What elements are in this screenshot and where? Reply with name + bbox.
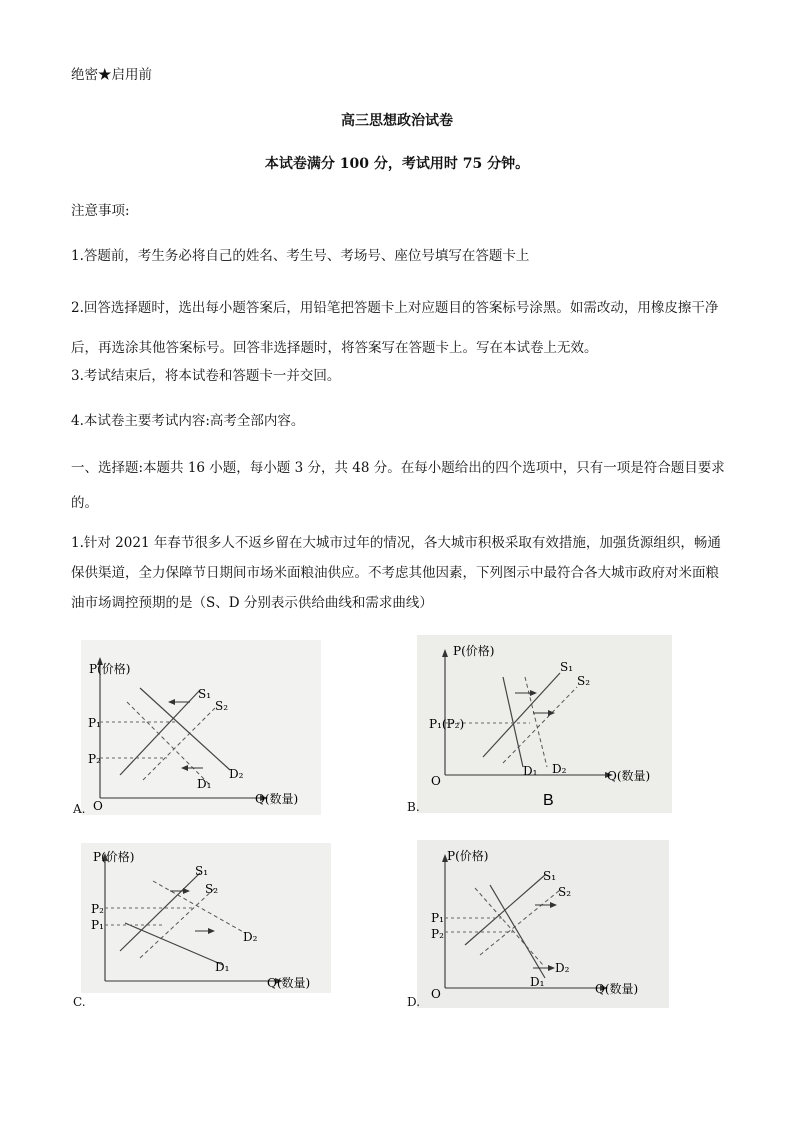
p-label: P₁ bbox=[431, 911, 444, 925]
notice-item-4: 4.本试卷主要考试内容:高考全部内容。 bbox=[71, 413, 305, 429]
curve-label: D₂ bbox=[243, 930, 258, 944]
notice-item-2: 2.回答选择题时，选出每小题答案后，用铅笔把答题卡上对应题目的答案标号涂黑。如需改动，用橡皮擦干净后，再选涂其他答案标号。回答非选择题时，将答案写在答题卡上。写在本试卷上无效。 bbox=[71, 300, 719, 356]
figure-caption: B bbox=[543, 792, 554, 809]
option-c[interactable]: C. bbox=[73, 995, 86, 1009]
origin-label: O bbox=[431, 774, 441, 788]
curve-label: S₂ bbox=[577, 674, 591, 688]
y-axis-label: P(价格) bbox=[93, 850, 135, 864]
p-label: P₁ bbox=[91, 918, 104, 932]
p-label: P₁ bbox=[88, 716, 101, 730]
curve-label: D₁ bbox=[523, 764, 538, 778]
option-a[interactable]: A. bbox=[73, 802, 86, 816]
curve-label: D₁ bbox=[530, 975, 545, 989]
y-axis-label: P(价格) bbox=[453, 644, 495, 658]
notice-heading: 注意事项: bbox=[71, 203, 130, 219]
section-1-instructions: 一、选择题:本题共 16 小题，每小题 3 分，共 48 分。在每小题给出的四个选项中，只有一项是符合题目要求的。 bbox=[71, 460, 725, 511]
p-label: P₁(P₂) bbox=[429, 717, 465, 731]
curve-label: S₂ bbox=[205, 882, 219, 896]
curve-label: S₂ bbox=[215, 699, 229, 713]
curve-label: S₁ bbox=[198, 687, 212, 701]
x-axis-label: Q(数量) bbox=[255, 792, 299, 806]
option-d[interactable]: D. bbox=[407, 995, 421, 1009]
curve-label: D₁ bbox=[215, 960, 230, 974]
p-label: P₂ bbox=[431, 927, 444, 941]
x-axis-label: Q(数量) bbox=[607, 769, 651, 783]
p-label: P₂ bbox=[91, 902, 104, 916]
origin-label: O bbox=[93, 799, 103, 813]
curve-label: S₂ bbox=[558, 885, 572, 899]
curve-label: S₁ bbox=[195, 864, 209, 878]
curve-label: S₁ bbox=[560, 660, 574, 674]
curve-label: D₂ bbox=[229, 767, 244, 781]
origin-label: O bbox=[431, 987, 441, 1001]
question-1-text: 1.针对 2021 年春节很多人不返乡留在大城市过年的情况，各大城市积极采取有效措施，加强货源组织，畅通保供渠道，全力保障节日期间市场米面粮油供应。不考虑其他因素，下列图示中最符合各大城市政府对米面粮油市场调控预期的是（S、D 分别表示供给曲线和需求曲线） bbox=[71, 535, 721, 611]
option-b[interactable]: B. bbox=[407, 800, 420, 814]
curve-label: D₁ bbox=[197, 777, 212, 791]
y-axis-label: P(价格) bbox=[89, 662, 131, 676]
notice-item-1: 1.答题前，考生务必将自己的姓名、考生号、考场号、座位号填写在答题卡上 bbox=[71, 248, 530, 264]
figure-c bbox=[65, 843, 335, 1008]
x-axis-label: Q(数量) bbox=[595, 982, 639, 996]
figure-d bbox=[405, 840, 675, 1015]
y-axis-label: P(价格) bbox=[447, 849, 489, 863]
curve-label: S₁ bbox=[543, 869, 557, 883]
figure-b bbox=[405, 635, 675, 815]
paper-subtitle: 本试卷满分 100 分，考试用时 75 分钟。 bbox=[264, 156, 530, 172]
notice-item-3: 3.考试结束后，将本试卷和答题卡一并交回。 bbox=[71, 368, 341, 384]
secret-mark: 绝密★启用前 bbox=[71, 67, 152, 83]
curve-label: D₂ bbox=[555, 961, 570, 975]
curve-label: D₂ bbox=[552, 762, 567, 776]
figure-a bbox=[65, 640, 325, 825]
p-label: P₂ bbox=[88, 752, 101, 766]
paper-title: 高三思想政治试卷 bbox=[341, 113, 453, 129]
x-axis-label: Q(数量) bbox=[267, 976, 311, 990]
